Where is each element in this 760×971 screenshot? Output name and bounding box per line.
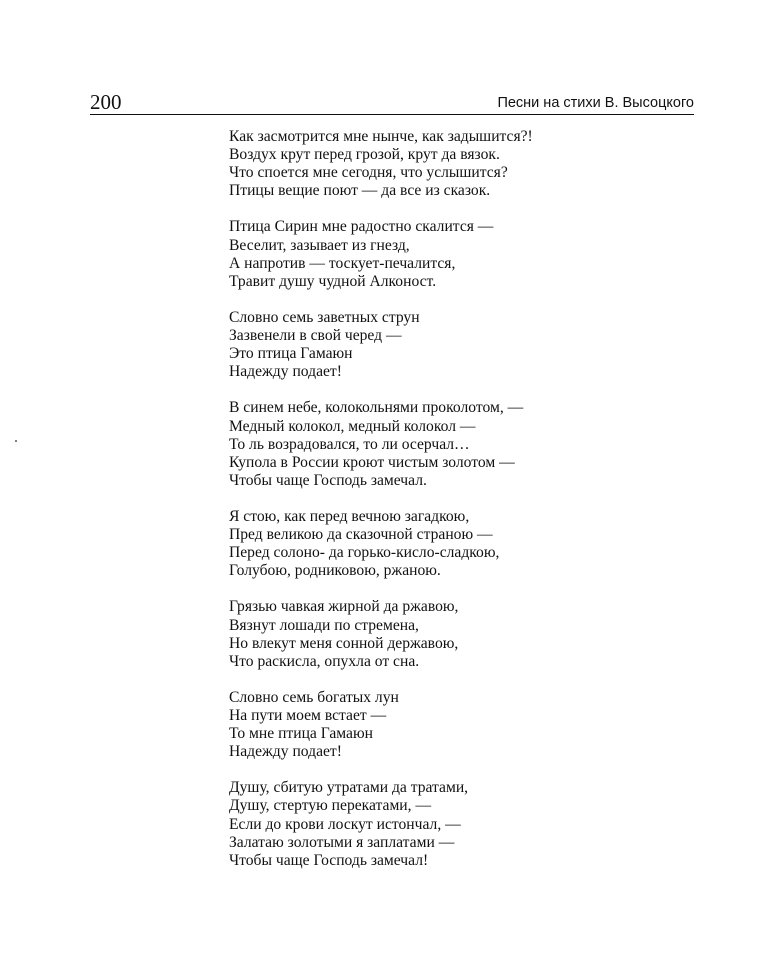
poem-line: Перед солоно- да горько-кисло-сладкою, [229, 544, 500, 562]
poem-line: Словно семь богатых лун [229, 688, 399, 706]
poem-line: Вязнут лошади по стремена, [229, 616, 419, 634]
poem-line: Это птица Гамаюн [229, 345, 353, 363]
page-header [90, 90, 694, 115]
stanza [229, 508, 533, 580]
poem-line: А напротив — тоскует-печалится, [229, 254, 456, 272]
poem-line: Зазвенели в свой черед — [229, 327, 402, 345]
poem-line: Птица Сирин мне радостно скалится — [229, 218, 494, 236]
poem-line: Птицы вещие поют — да все из сказок. [229, 182, 491, 200]
poem-line: Душу, стертую перекатами, — [229, 797, 432, 815]
poem-line: Душу, сбитую утратами да тратами, [229, 779, 469, 797]
poem-line: Как засмотрится мне нынче, как задышится?! [229, 128, 533, 145]
poem-line: Травит душу чудной Алконост. [229, 272, 437, 290]
poem-line: Что раскисла, опухла от сна. [229, 652, 420, 670]
stanza [229, 598, 533, 670]
stanza [229, 309, 533, 381]
stanza [229, 689, 533, 761]
poem-line: На пути моем встает — [229, 707, 387, 724]
poem-line: Надежду подает! [229, 363, 342, 381]
poem-line: Словно семь заветных струн [229, 308, 420, 326]
poem-body [229, 128, 533, 888]
poem-line: Купола в России кроют чистым золотом — [229, 453, 515, 471]
poem-line: Веселит, зазывает из гнезд, [229, 236, 410, 254]
poem-line: Но влекут меня сонной державою, [229, 634, 459, 652]
poem-line: В синем небе, колокольнями проколотом, — [229, 399, 524, 417]
poem-line: Залатаю золотыми я заплатами — [229, 833, 455, 851]
poem-line: Чтобы чаще Господь замечал! [229, 851, 429, 869]
poem-line: То ль возрадовался, то ли осерчал… [229, 435, 470, 453]
poem-line: Воздух крут перед грозой, крут да вязок. [229, 146, 500, 164]
running-title: Песни на стихи В. Высоцкого [497, 95, 694, 111]
poem-line: Пред великою да сказочной страною — [229, 526, 493, 544]
stanza [229, 779, 533, 869]
poem-line: Если до крови лоскут истончал, — [229, 815, 461, 833]
poem-line: Что споется мне сегодня, что услышится? [229, 164, 508, 182]
page-number: 200 [90, 90, 122, 114]
poem-line: Надежду подает! [229, 743, 342, 761]
stanza [229, 399, 533, 489]
stanza [229, 128, 533, 200]
stanza [229, 218, 533, 290]
poem-line: Я стою, как перед вечною загадкою, [229, 507, 470, 525]
poem-line: Голубою, родниковою, ржаною. [229, 562, 441, 580]
poem-line: Медный колокол, медный колокол — [229, 417, 476, 435]
poem-line: Чтобы чаще Господь замечал. [229, 471, 427, 489]
margin-speck [15, 440, 17, 442]
poem-line: Грязью чавкая жирной да ржавою, [229, 598, 459, 616]
poem-line: То мне птица Гамаюн [229, 725, 373, 743]
